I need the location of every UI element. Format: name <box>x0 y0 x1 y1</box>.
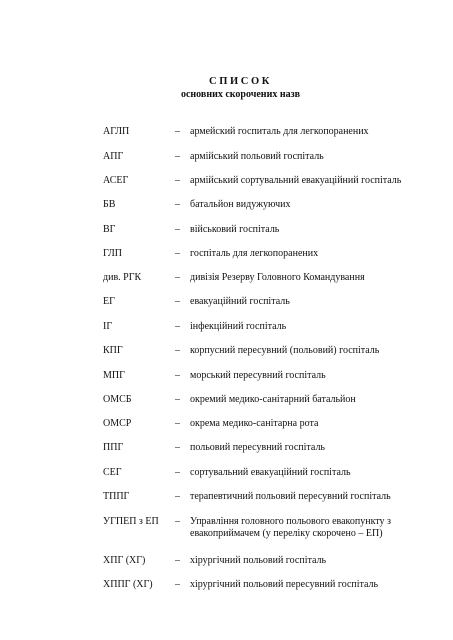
abbreviation: АСЕГ <box>103 175 129 186</box>
dash-separator: – <box>175 579 180 590</box>
abbreviation-meaning: окремий медико-санітарний батальйон <box>190 394 356 405</box>
dash-separator: – <box>175 321 180 332</box>
abbreviation-meaning: армійський польовий госпіталь <box>190 151 324 162</box>
dash-separator: – <box>175 442 180 453</box>
dash-separator: – <box>175 126 180 137</box>
abbreviation: див. РГК <box>103 272 142 283</box>
abbreviation-meaning: військовий госпіталь <box>190 224 280 235</box>
abbreviation-meaning: евакуаційний госпіталь <box>190 296 290 307</box>
abbreviation-meaning: польовий пересувний госпіталь <box>190 442 325 453</box>
abbreviation-meaning: хірургічний польовий пересувний госпіталь <box>190 579 379 590</box>
abbreviation: ІГ <box>103 321 113 332</box>
abbreviation: ВГ <box>103 224 116 235</box>
abbreviation: КПГ <box>103 345 123 356</box>
abbreviation: АПГ <box>103 151 124 162</box>
page-subtitle: основних скорочених назв <box>180 89 301 100</box>
abbreviation-meaning: батальйон видужуючих <box>190 199 291 210</box>
dash-separator: – <box>175 394 180 405</box>
abbreviation-meaning: корпусний пересувний (польовий) госпіталь <box>190 345 380 356</box>
abbreviation: ТППГ <box>103 491 130 502</box>
abbreviation-meaning: морський пересувний госпіталь <box>190 370 326 381</box>
abbreviation: СЕГ <box>103 467 122 478</box>
abbreviation-meaning: терапевтичний польовий пересувний госпіталь <box>190 491 391 502</box>
abbreviation-meaning: сортувальний евакуаційний госпіталь <box>190 467 351 478</box>
dash-separator: – <box>175 199 180 210</box>
dash-separator: – <box>175 345 180 356</box>
dash-separator: – <box>175 467 180 478</box>
abbreviation: ХППГ (ХГ) <box>103 579 153 590</box>
page-title: СПИСОК <box>209 76 272 87</box>
abbreviation-meaning: хірургічний польовий госпіталь <box>190 555 327 566</box>
dash-separator: – <box>175 248 180 259</box>
dash-separator: – <box>175 151 180 162</box>
dash-separator: – <box>175 272 180 283</box>
abbreviation-meaning: Управління головного польового евакопункту з евакоприймачем (у переліку скорочено – ЕП) <box>190 516 392 539</box>
abbreviation-meaning: дивізія Резерву Головного Командування <box>190 272 365 283</box>
dash-separator: – <box>175 516 180 527</box>
abbreviation-meaning: армійський сортувальний евакуаційний госпіталь <box>190 175 402 186</box>
abbreviation-meaning: інфекційний госпіталь <box>190 321 287 332</box>
abbreviation-meaning: госпіталь для легкопоранених <box>190 248 319 259</box>
dash-separator: – <box>175 296 180 307</box>
dash-separator: – <box>175 175 180 186</box>
abbreviation: ХПГ (ХГ) <box>103 555 146 566</box>
abbreviation: ЕГ <box>103 296 115 307</box>
abbreviation-meaning: армейский госпиталь для легкопоранених <box>190 126 369 137</box>
dash-separator: – <box>175 418 180 429</box>
abbreviation: ППГ <box>103 442 124 453</box>
abbreviation: УГПЕП з ЕП <box>103 516 159 527</box>
dash-separator: – <box>175 224 180 235</box>
abbreviation: БВ <box>103 199 116 210</box>
abbreviation: АГЛП <box>103 126 130 137</box>
abbreviation-meaning: окрема медико-санітарна рота <box>190 418 319 429</box>
dash-separator: – <box>175 555 180 566</box>
dash-separator: – <box>175 370 180 381</box>
abbreviation: ОМСР <box>103 418 132 429</box>
dash-separator: – <box>175 491 180 502</box>
abbreviation: ГЛП <box>103 248 123 259</box>
abbreviation: МПГ <box>103 370 125 381</box>
abbreviation: ОМСБ <box>103 394 132 405</box>
